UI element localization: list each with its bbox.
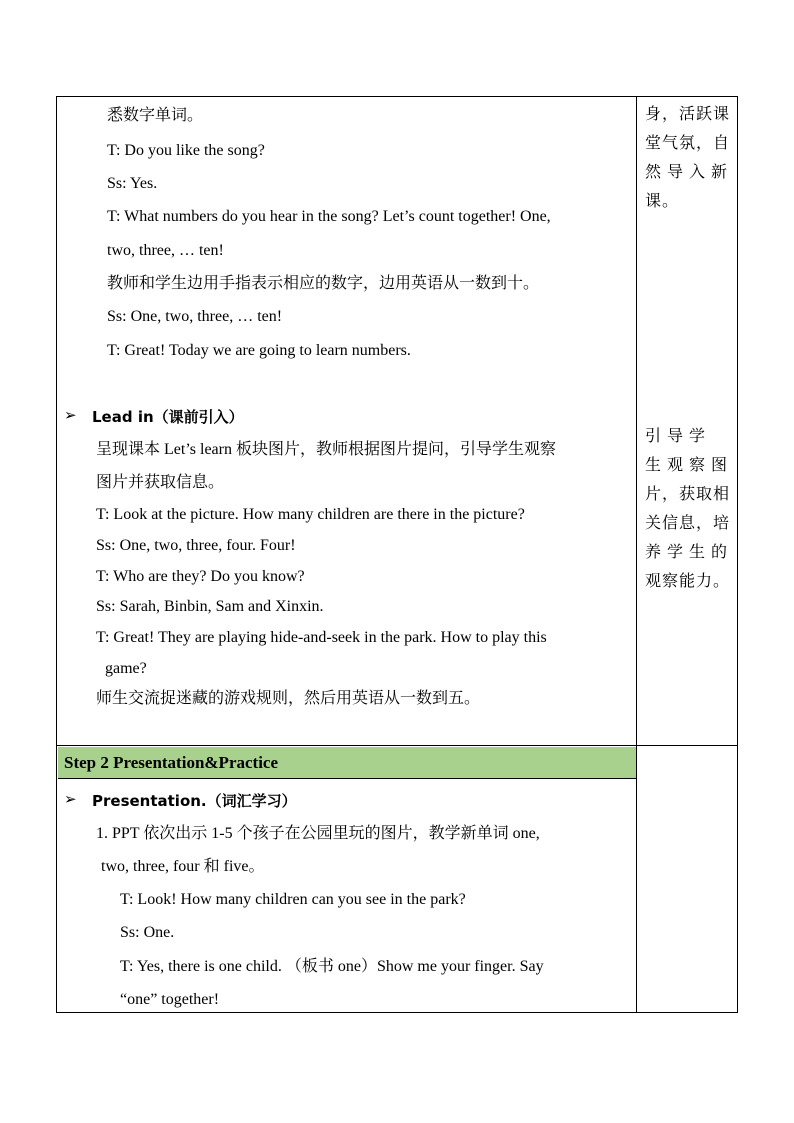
body-line: T: Look! How many children can you see in the park? (120, 891, 466, 908)
row-divider (56, 745, 738, 746)
body-line: “one” together! (120, 991, 220, 1008)
body-line: T: Great! They are playing hide-and-seek in the park. How to play this (96, 629, 547, 646)
body-line: T: Great! Today we are going to learn numbers. (107, 342, 411, 359)
body-line: 教师和学生边用手指表示相应的数字，边用英语从一数到十。 (107, 275, 540, 292)
body-line: 呈现课本 Let’s learn 板块图片，教师根据图片提问，引导学生观察 (96, 441, 556, 458)
arrow-bullet-icon: ➢ (64, 790, 77, 808)
step-2-title: Step 2 Presentation&Practice (64, 753, 279, 772)
presentation-heading: Presentation.（词汇学习） (92, 792, 297, 810)
body-line: 图片并获取信息。 (96, 474, 225, 491)
step-2-header (58, 747, 636, 779)
side-note-2: 引 导 学 生 观 察 图 片，获取相 关信息，培 养 学 生 的 观察能力。 (645, 428, 731, 590)
body-line: game? (105, 660, 147, 677)
body-line: Ss: Yes. (107, 175, 158, 192)
body-line: 1. PPT 依次出示 1-5 个孩子在公园里玩的图片，教学新单词 one, (96, 825, 540, 842)
body-line: Ss: One, two, three, … ten! (107, 308, 283, 325)
body-line: 悉数字单词。 (107, 107, 204, 124)
body-line: two, three, … ten! (107, 242, 224, 259)
body-line: T: Yes, there is one child. （板书 one）Show me your finger. Say (120, 958, 544, 975)
body-line: T: Do you like the song? (107, 142, 265, 159)
body-line: T: Look at the picture. How many children are there in the picture? (96, 506, 525, 523)
arrow-bullet-icon: ➢ (64, 406, 77, 424)
body-line: Ss: One, two, three, four. Four! (96, 537, 296, 554)
body-line: two, three, four 和 five。 (101, 858, 265, 875)
side-note-1: 身，活跃课 堂气氛，自 然 导 入 新 课。 (645, 106, 731, 210)
body-line: T: What numbers do you hear in the song? Let’s count together! One, (107, 208, 551, 225)
body-line: T: Who are they? Do you know? (96, 568, 305, 585)
column-divider (636, 96, 637, 1013)
lead-in-heading: Lead in（课前引入） (92, 408, 244, 426)
body-line: Ss: Sarah, Binbin, Sam and Xinxin. (96, 598, 324, 615)
body-line: Ss: One. (120, 924, 175, 941)
body-line: 师生交流捉迷藏的游戏规则，然后用英语从一数到五。 (96, 690, 481, 707)
